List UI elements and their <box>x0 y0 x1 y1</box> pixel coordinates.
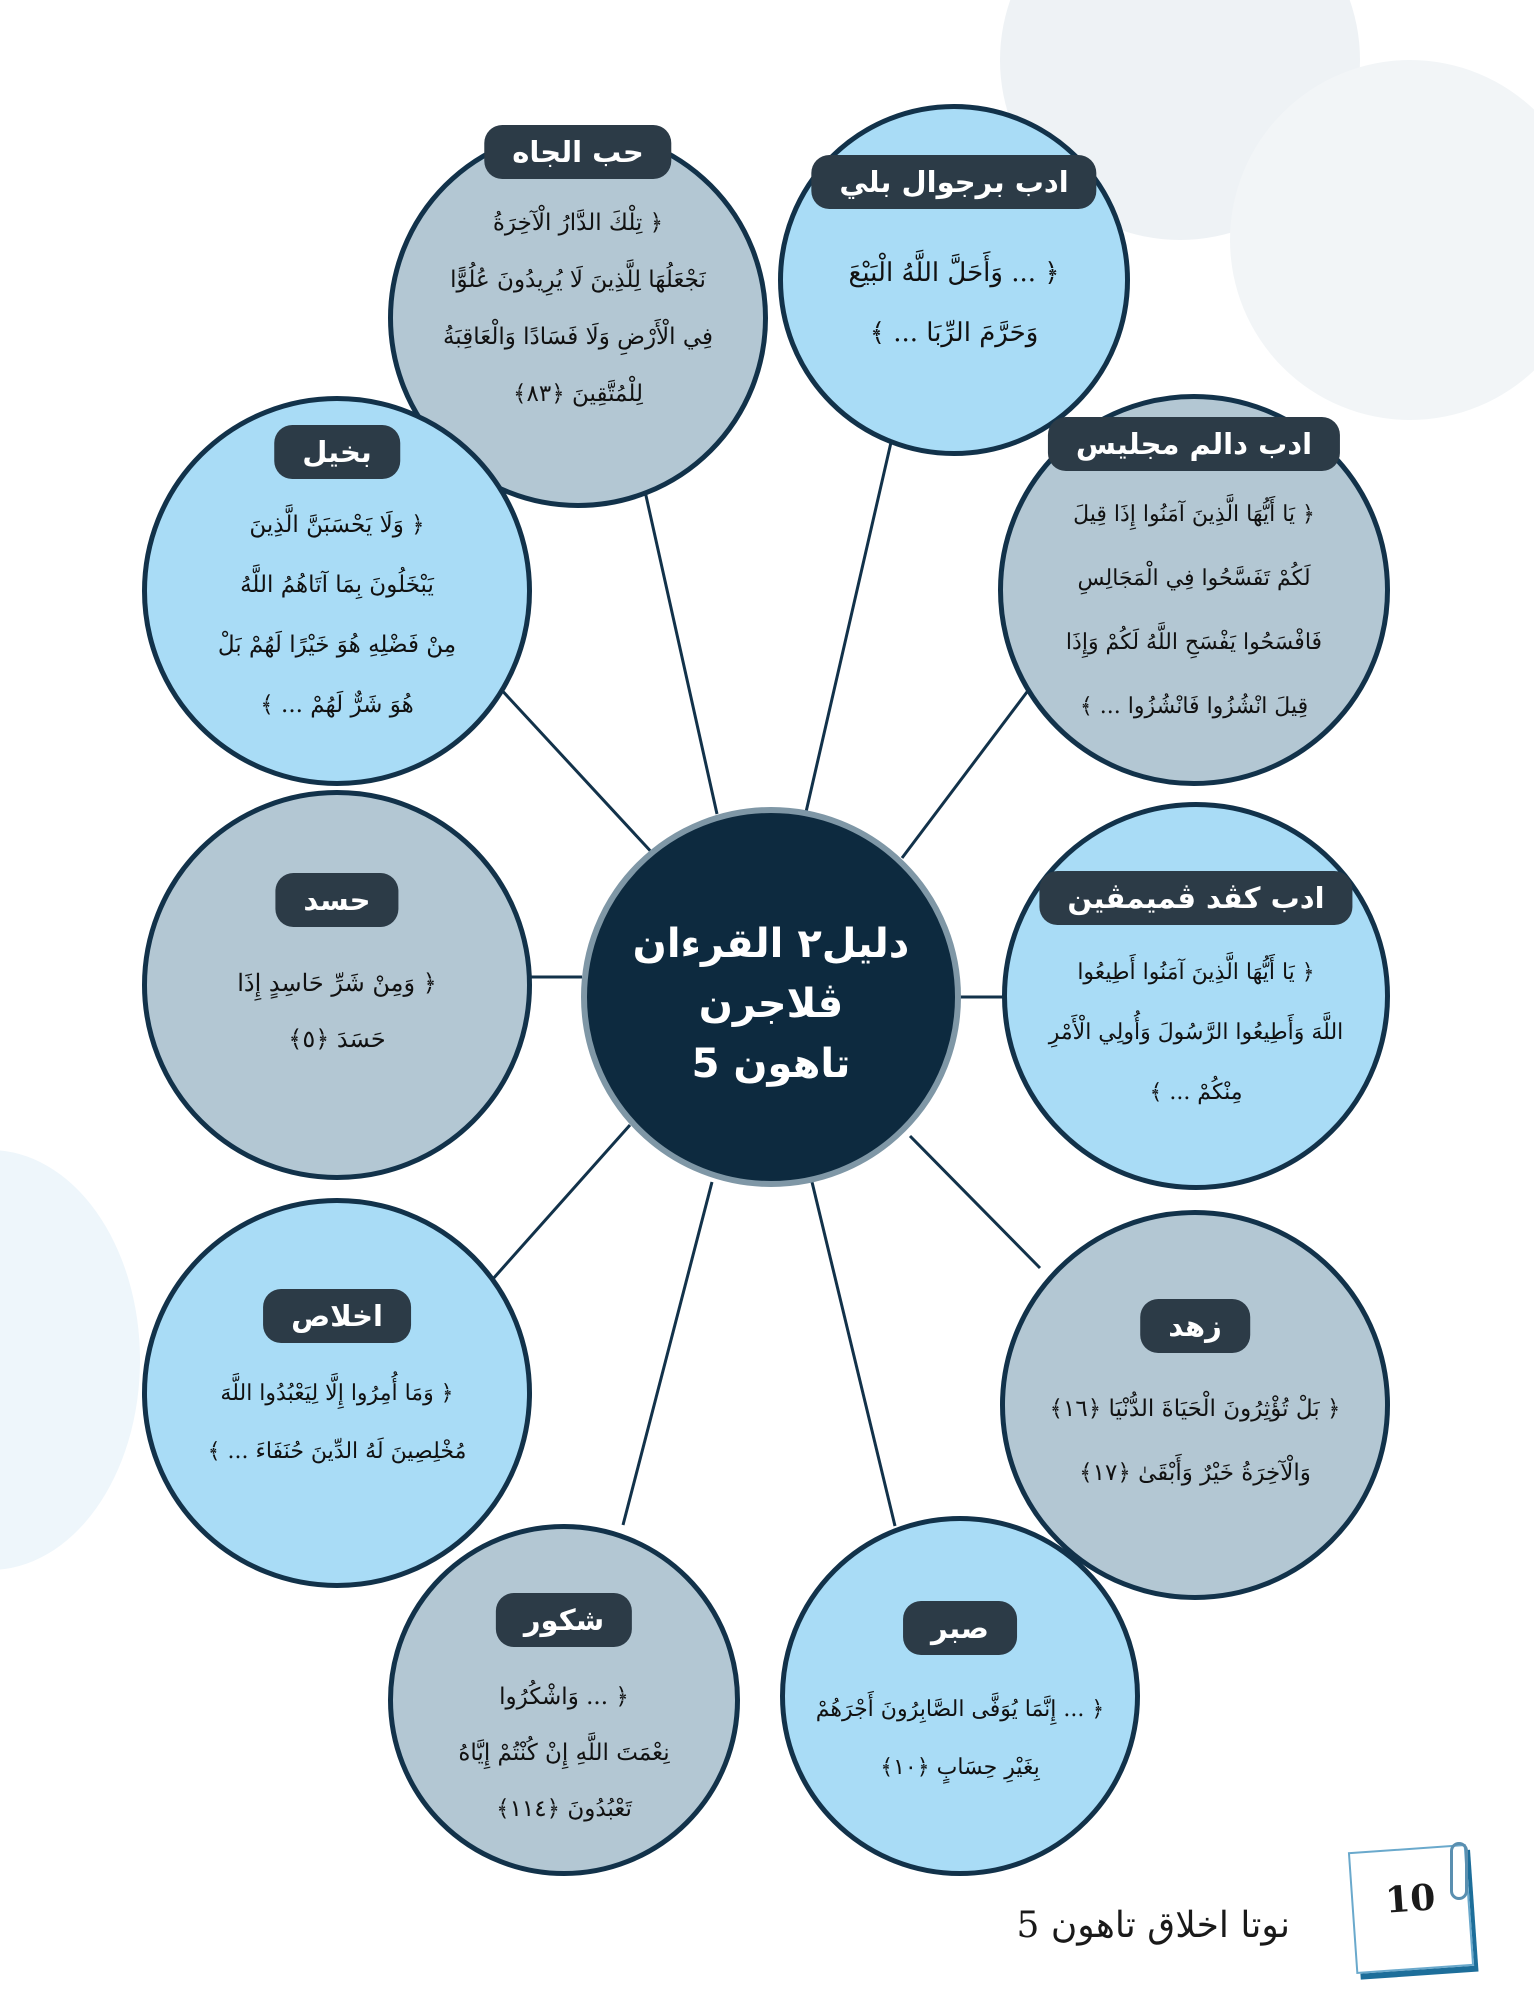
hub-title-line: تاهون 5 <box>691 1041 851 1087</box>
node-label: ادب كڤد ڤميمڤين <box>1039 871 1352 925</box>
node-hasad <box>142 790 532 1180</box>
verse-line: مِنْ فَضْلِهِ هُوَ خَيْرًا لَهُمْ بَلْ <box>217 632 457 658</box>
node-syukur <box>388 1524 740 1876</box>
verse-line: ﴿ وَمَا أُمِرُوا إِلَّا لِيَعْبُدُوا اللَّهَ <box>220 1381 454 1406</box>
hub-title-line: ڤلاجرن <box>698 981 844 1027</box>
verse-line: هُوَ شَرٌّ لَهُمْ ... ﴾ <box>260 692 414 718</box>
node-zuhud <box>1000 1210 1390 1600</box>
node-label: اخلاص <box>263 1289 411 1343</box>
connector-line <box>623 1182 712 1525</box>
verse-line: نِعْمَتَ اللَّهِ إِنْ كُنْتُمْ إِيَّاهُ <box>458 1740 670 1766</box>
node-verse <box>1031 483 1357 739</box>
node-label: حب الجاه <box>484 125 671 179</box>
verse-line: يَبْخَلُونَ بِمَا آتَاهُمُ اللَّهُ <box>240 572 434 598</box>
node-label: بخيل <box>274 425 400 479</box>
verse-line: تَعْبُدُونَ ﴿١١٤﴾ <box>496 1796 632 1822</box>
verse-line: مُخْلِصِينَ لَهُ الدِّينَ حُنَفَاءَ ... ﴾ <box>207 1439 467 1464</box>
node-verse <box>429 195 727 423</box>
verse-line: ﴿ تِلْكَ الدَّارُ الْآخِرَةُ <box>492 210 664 236</box>
connector-line <box>902 688 1030 858</box>
hub-title-line: دليل٢ القرءان <box>632 921 910 967</box>
verse-line: مِنْكُمْ ... ﴾ <box>1149 1080 1243 1105</box>
verse-line: لِلْمُتَّقِينَ ﴿٨٣﴾ <box>513 381 643 407</box>
verse-line: حَسَدَ ﴿٥﴾ <box>288 1025 386 1053</box>
connector-line <box>492 1125 630 1280</box>
node-verse <box>429 1669 699 1837</box>
node-label: شكور <box>496 1593 632 1647</box>
verse-line: ﴿ ... إِنَّمَا يُوَفَّى الصَّابِرُونَ أَجْرَهُمْ <box>815 1697 1105 1722</box>
node-verse <box>183 955 491 1067</box>
node-label: صبر <box>903 1601 1017 1655</box>
verse-line: فَافْسَحُوا يَفْسَحِ اللَّهُ لَكُمْ وَإِذَا <box>1065 630 1323 655</box>
verse-line: ﴿ يَا أَيُّهَا الَّذِينَ آمَنُوا أَطِيعُوا <box>1077 960 1315 985</box>
verse-line: وَحَرَّمَ الرِّبَا ... ﴾ <box>869 318 1039 348</box>
connector-line <box>812 1182 895 1526</box>
connector-line <box>497 685 656 857</box>
node-verse <box>177 495 497 735</box>
node-adab-berjual-beli <box>778 104 1130 456</box>
node-label: ادب دالم مجليس <box>1048 417 1340 471</box>
verse-line: ﴿ بَلْ تُؤْثِرُونَ الْحَيَاةَ الدُّنْيَا ﴿١٦﴾ <box>1049 1396 1341 1422</box>
verse-line: فِي الْأَرْضِ وَلَا فَسَادًا وَالْعَاقِبَةُ <box>442 324 714 350</box>
verse-line: بِغَيْرِ حِسَابٍ ﴿١٠﴾ <box>880 1755 1040 1780</box>
node-label: ادب برجوال بلي <box>811 155 1096 209</box>
connector-line <box>806 425 895 812</box>
node-verse <box>1035 943 1357 1123</box>
node-bakhil <box>142 396 532 786</box>
node-adab-dalam-majlis <box>998 394 1390 786</box>
footer-title: نوتا اخلاق تاهون 5 <box>1016 1905 1290 1946</box>
node-label: زهد <box>1140 1299 1250 1353</box>
node-sabar <box>780 1516 1140 1876</box>
hub-circle <box>581 807 961 1187</box>
connector-line <box>910 1136 1040 1268</box>
node-verse <box>173 1365 501 1481</box>
node-label: حسد <box>275 873 398 927</box>
verse-line: لَكُمْ تَفَسَّحُوا فِي الْمَجَالِسِ <box>1077 566 1311 591</box>
paperclip-icon <box>1450 1842 1468 1900</box>
node-adab-kpd-pemimpin <box>1002 802 1390 1190</box>
verse-line: اللَّهَ وَأَطِيعُوا الرَّسُولَ وَأُولِي الْأَمْرِ <box>1048 1020 1344 1045</box>
verse-line: ﴿ يَا أَيُّهَا الَّذِينَ آمَنُوا إِذَا قِيلَ <box>1073 502 1315 527</box>
verse-line: ﴿ وَلَا يَحْسَبَنَّ الَّذِينَ <box>249 512 425 538</box>
node-verse <box>1031 1377 1359 1505</box>
verse-line: نَجْعَلُهَا لِلَّذِينَ لَا يُرِيدُونَ عُلُوًّا <box>450 267 706 293</box>
verse-line: ﴿ ... وَاشْكُرُوا <box>499 1684 629 1710</box>
node-ikhlas <box>142 1198 532 1588</box>
verse-line: قِيلَ انْشُزُوا فَانْشُزُوا ... ﴾ <box>1079 694 1309 719</box>
verse-line: ﴿ وَمِنْ شَرِّ حَاسِدٍ إِذَا <box>237 969 437 997</box>
node-verse <box>809 1681 1111 1797</box>
node-verse <box>819 243 1089 363</box>
page-number: 10 <box>1383 1876 1437 1922</box>
verse-line: ﴿ ... وَأَحَلَّ اللَّهُ الْبَيْعَ <box>848 258 1060 288</box>
verse-line: وَالْآخِرَةُ خَيْرٌ وَأَبْقَىٰ ﴿١٧﴾ <box>1079 1460 1311 1486</box>
